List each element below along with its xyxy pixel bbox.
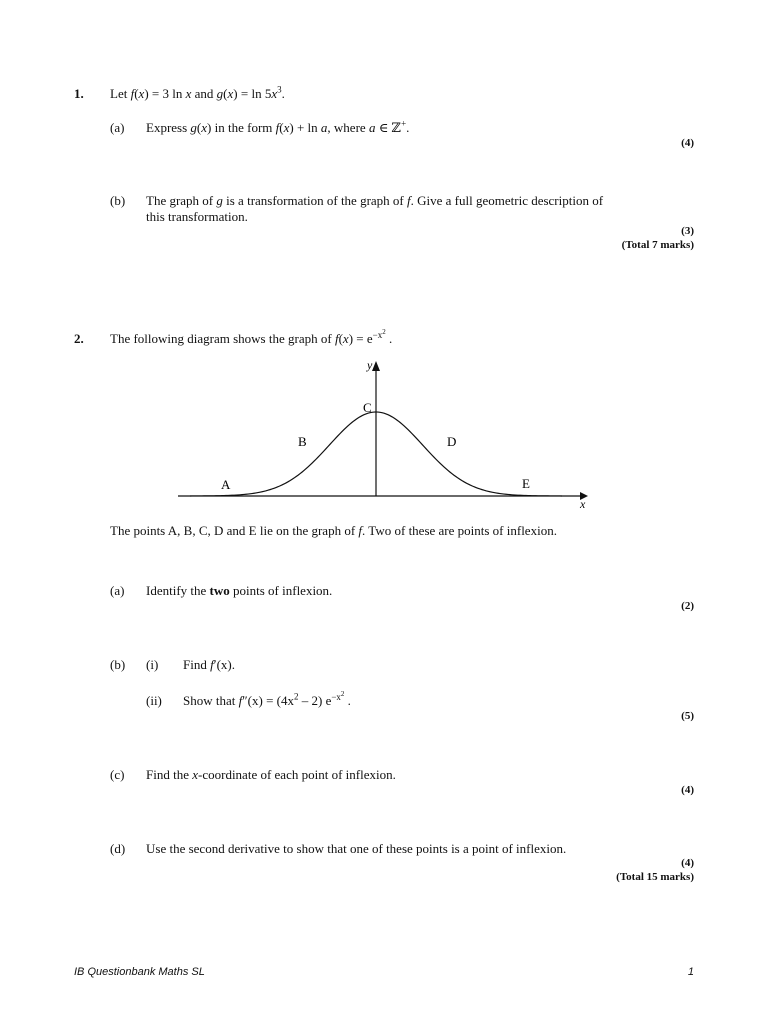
q2b-i-text: Find f′(x). <box>183 657 235 672</box>
q2-total: (Total 15 marks) <box>616 871 694 883</box>
point-label-b: B <box>298 434 307 449</box>
footer-page-number: 1 <box>687 966 694 978</box>
q2b-label: (b) <box>110 657 126 672</box>
q1b-label: (b) <box>110 193 126 208</box>
q2c-label: (c) <box>110 767 125 782</box>
q2b-i-label: (i) <box>146 657 159 672</box>
q2b-ii-label: (ii) <box>146 693 162 708</box>
q2c-marks: (4) <box>681 784 694 796</box>
q1a-label: (a) <box>110 120 125 135</box>
question-2-stem: The following diagram shows the graph of $f(x) = e^{-x^2}$ . <box>110 327 393 346</box>
q2b-ii-text: Show that $f''(x) = (4x^2 - 2)$ $e^{-x^2}$ . <box>183 689 351 708</box>
q2d-text: Use the second derivative to show that one of these points is a point of inflexion. <box>146 841 567 856</box>
q2b-marks: (5) <box>681 710 694 722</box>
q1b-marks: (3) <box>681 225 694 237</box>
question-1-number: 1. <box>74 86 84 101</box>
q2-points-text: The points A, B, C, D and E lie on the graph of f. Two of these are points of inflexion. <box>110 523 557 538</box>
y-axis-arrow-icon <box>372 361 380 371</box>
q1a-text: Express g(x) in the form f(x) + ln a, where a ∈ ℤ+. <box>146 118 410 135</box>
q2d-label: (d) <box>110 841 126 856</box>
point-label-a: A <box>221 477 231 492</box>
footer-source: IB Questionbank Maths SL <box>74 966 205 978</box>
bell-curve-diagram <box>170 355 600 515</box>
question-2-number: 2. <box>74 331 84 346</box>
q1-total: (Total 7 marks) <box>621 239 694 251</box>
q1b-line2: this transformation. <box>146 209 248 224</box>
point-label-e: E <box>522 476 530 491</box>
y-axis-label: y <box>367 358 373 372</box>
q2a-text: Identify the two points of inflexion. <box>146 583 333 598</box>
q1a-marks: (4) <box>681 137 694 149</box>
question-1-stem: Let f(x) = 3 ln x and $g(x) = \ln 5x^3$. <box>110 84 285 101</box>
q2c-text: Find the x-coordinate of each point of inflexion. <box>146 767 396 782</box>
point-label-d: D <box>447 434 457 449</box>
q1b-line1: The graph of g is a transformation of the graph of f. Give a full geometric description of <box>146 193 604 208</box>
q2a-label: (a) <box>110 583 125 598</box>
q2a-marks: (2) <box>681 600 694 612</box>
point-label-c: C <box>363 400 372 415</box>
x-axis-label: x <box>580 497 586 511</box>
q2d-marks: (4) <box>681 857 694 869</box>
